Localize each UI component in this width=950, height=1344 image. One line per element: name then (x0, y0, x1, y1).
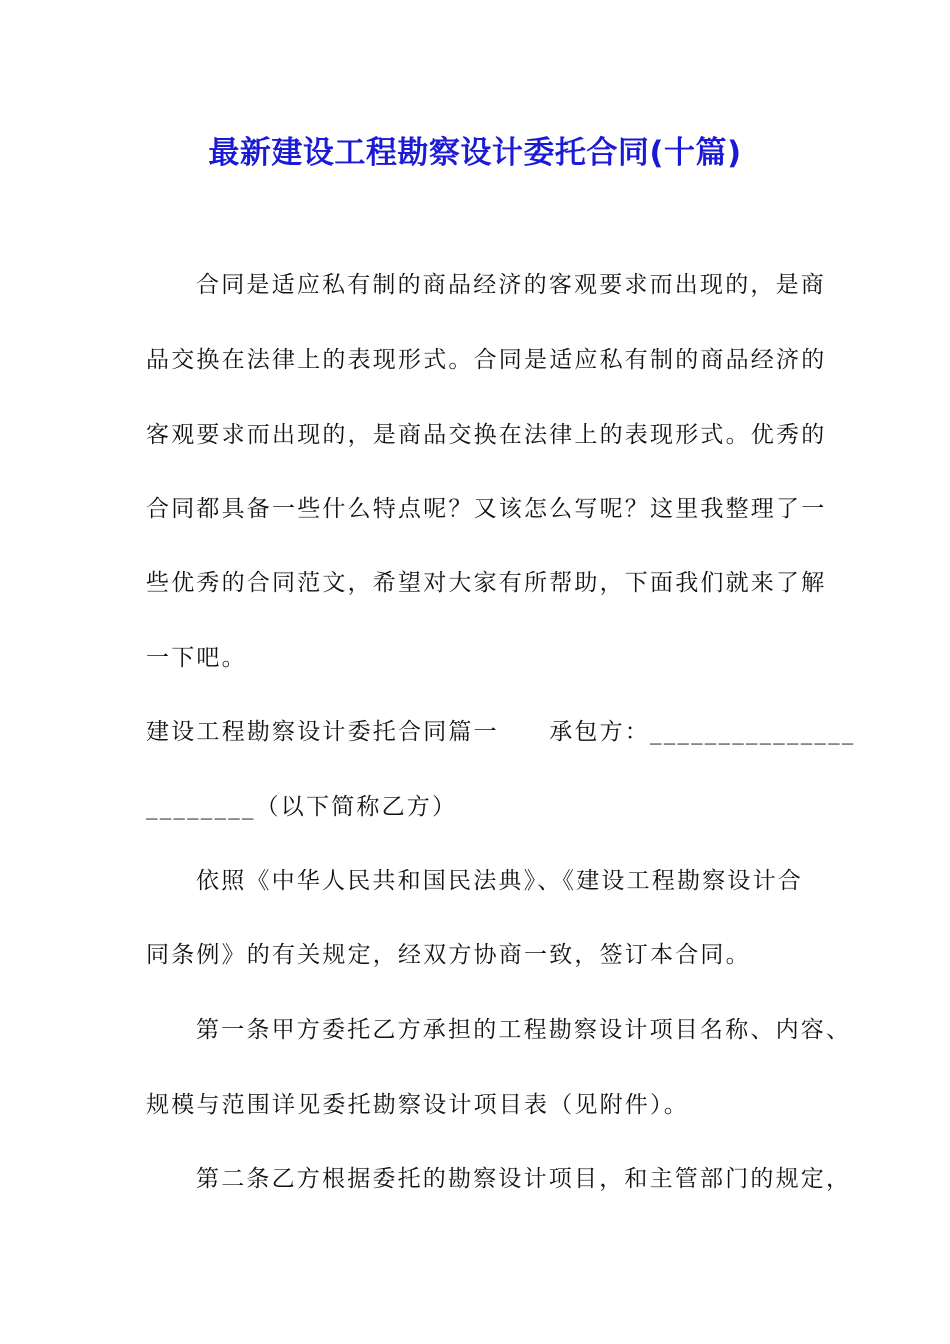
paragraph-line: 合同都具备一些什么特点呢？又该怎么写呢？这里我整理了一 (146, 496, 827, 522)
paragraph-line: 客观要求而出现的，是商品交换在法律上的表现形式。优秀的 (146, 422, 827, 448)
paragraph-line: 依照《中华人民共和国民法典》、《建设工程勘察设计合 (196, 868, 803, 894)
paragraph-line: 第二条乙方根据委托的勘察设计项目，和主管部门的规定， (196, 1166, 852, 1192)
document-title: 最新建设工程勘察设计委托合同(十篇) (208, 135, 742, 171)
paragraph-line: 些优秀的合同范文，希望对大家有所帮助，下面我们就来了解 (146, 570, 827, 596)
paragraph-line: 同条例》的有关规定，经双方协商一致，签订本合同。 (146, 942, 751, 968)
paragraph-line: 合同是适应私有制的商品经济的客观要求而出现的，是商 (196, 272, 826, 298)
paragraph-line: ________（以下简称乙方） (146, 794, 458, 820)
paragraph-line: 一下吧。 (146, 645, 247, 671)
section-heading-line: 建设工程勘察设计委托合同篇一 承包方：_______________ (146, 719, 856, 745)
paragraph-line: 品交换在法律上的表现形式。合同是适应私有制的商品经济的 (146, 347, 827, 373)
paragraph-line: 第一条甲方委托乙方承担的工程勘察设计项目名称、内容、 (196, 1017, 852, 1043)
paragraph-line: 规模与范围详见委托勘察设计项目表（见附件）。 (146, 1092, 689, 1118)
